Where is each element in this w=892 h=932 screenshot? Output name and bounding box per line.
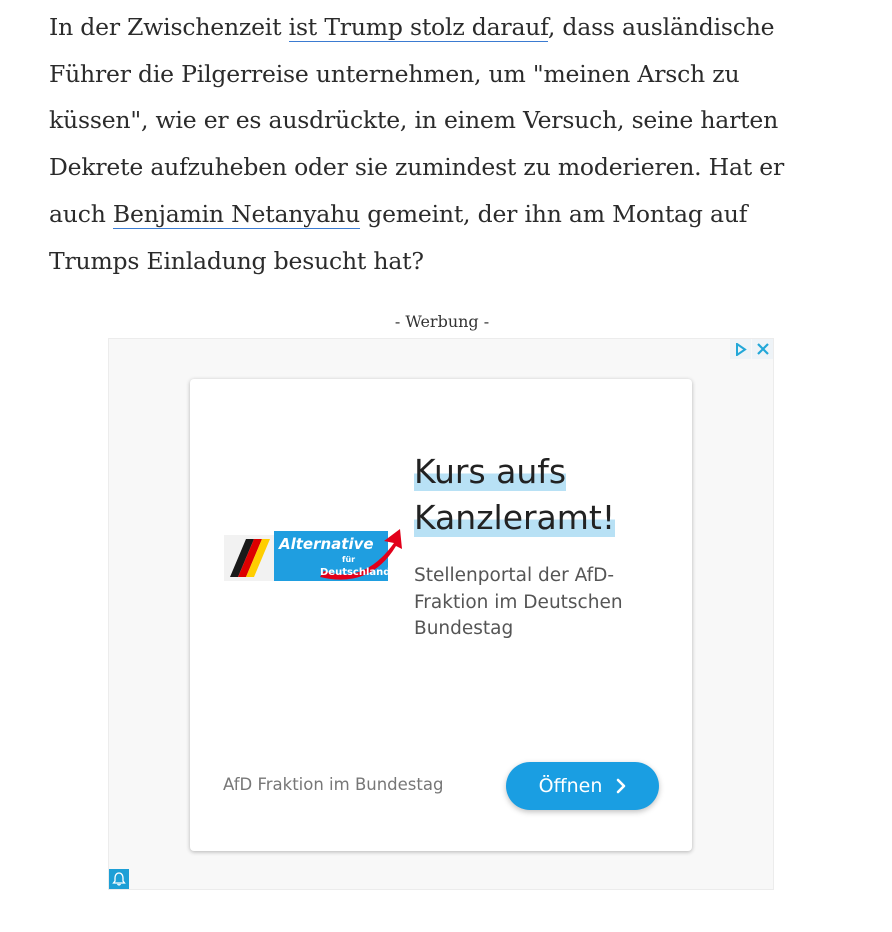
ad-card[interactable] (190, 379, 692, 851)
article-paragraph (49, 4, 809, 284)
ad-description: Stellenportal der AfD-Fraktion im Deutschen Bundestag (414, 565, 623, 639)
article-text (49, 4, 809, 284)
open-button-label: Öffnen (538, 775, 603, 797)
close-icon[interactable] (752, 339, 773, 359)
link-benjamin-netanyahu[interactable]: Benjamin Netanyahu (112, 199, 360, 228)
ad-headline-line: Kurs aufs (414, 452, 567, 491)
open-button[interactable] (506, 762, 659, 810)
ad-toolbar (730, 339, 773, 359)
adchoices-icon[interactable] (730, 339, 751, 359)
chevron-right-icon (616, 778, 626, 794)
logo-text-deutschland: Deutschland (320, 567, 391, 578)
ad-headline-line: Kanzleramt! (414, 498, 616, 537)
ad-bell-icon[interactable] (109, 869, 129, 889)
ad-advertiser: AfD Fraktion im Bundestag (223, 775, 444, 794)
article-text-segment: , dass ausländische Führer die Pilgerreise unternehmen, um "meinen Arsch zu küssen", wie er es ausdrückte, in einem Versuch, seine harten Dekrete aufzuheben oder sie zumindest zu moderieren. Hat er auch (49, 13, 785, 228)
ad-container (108, 338, 774, 890)
link-trump-stolz[interactable]: ist Trump stolz darauf (288, 13, 548, 41)
article-text-segment: gemeint, der ihn am Montag auf Trumps Einladung besucht hat? (49, 199, 748, 275)
afd-logo (224, 527, 402, 589)
ad-headline[interactable] (414, 449, 674, 541)
ad-label: - Werbung - (394, 312, 490, 331)
logo-text-alternative: Alternative (279, 535, 374, 553)
article-text-segment: In der Zwischenzeit (49, 13, 289, 41)
logo-text-fuer: für (342, 555, 356, 564)
